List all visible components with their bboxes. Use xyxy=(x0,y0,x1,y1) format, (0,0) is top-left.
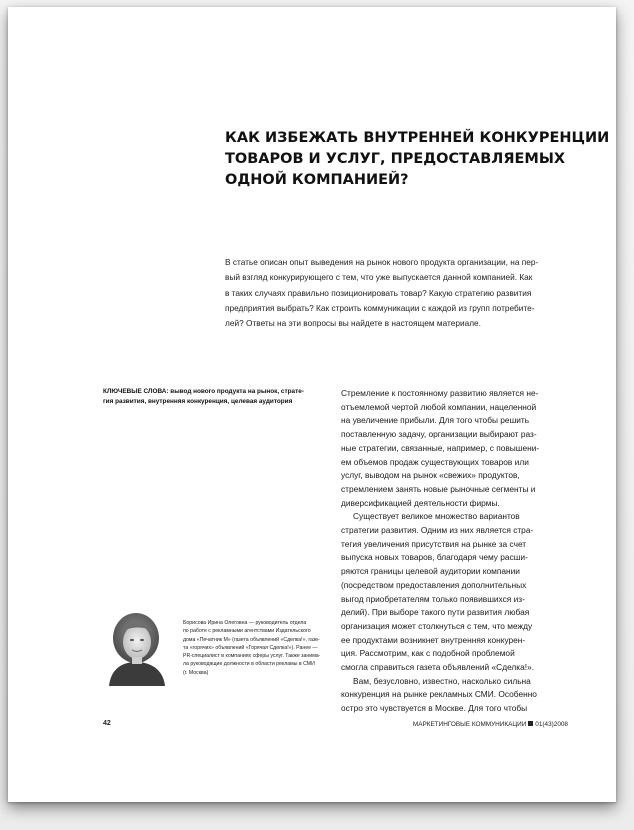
body-line: (посредством предоставления дополнительных xyxy=(341,579,527,590)
body-line: Существует великое множество вариантов xyxy=(353,511,520,522)
author-bio xyxy=(183,619,333,677)
keywords-block xyxy=(103,387,333,406)
abstract-line: вый взгляд конкурирующего с тем, что уже выпускается данной компанией. Как xyxy=(225,272,533,283)
body-line: ем объемов продаж существующих товаров или xyxy=(341,456,529,467)
bio-line: (г. Москва) xyxy=(183,669,209,676)
body-line: услуг, выводом на рынок «свежих» продуктов, xyxy=(341,470,520,481)
title-line: ОДНОЙ КОМПАНИЕЙ? xyxy=(225,172,409,188)
bio-line: та «горячих» объявлений «Горячая Сделка!»). Ранее — xyxy=(183,644,318,651)
body-line: выпуска новых товаров, благодаря чему расши- xyxy=(341,552,528,563)
body-line: стратегии развития. Одним из них является стра- xyxy=(341,525,534,536)
keywords-line: гия развития, внутренняя конкуренция, целевая аудитория xyxy=(103,397,293,405)
abstract-line: предприятия выбрать? Как строить коммуникации с каждой из групп потребите- xyxy=(225,302,535,313)
abstract-line: лей? Ответы на эти вопросы вы найдете в настоящем материале. xyxy=(225,318,481,329)
body-line: стремлением занять новые рыночные сегменты и xyxy=(341,483,536,494)
keywords-line: КЛЮЧЕВЫЕ СЛОВА: вывод нового продукта на рынок, страте- xyxy=(103,388,304,395)
journal-footer xyxy=(413,721,568,728)
title-line: КАК ИЗБЕЖАТЬ ВНУТРЕННЕЙ КОНКУРЕНЦИИ xyxy=(225,130,610,146)
journal-name: МАРКЕТИНГОВЫЕ КОММУНИКАЦИИ xyxy=(412,721,527,728)
body-line: смогла справиться газета объявлений «Сделка!». xyxy=(341,662,535,673)
journal-issue: 01(43)2008 xyxy=(535,721,568,728)
bio-line: ла руководящие должности в области рекламы в СМИ xyxy=(183,661,315,668)
body-line: тегия увеличения присутствия на рынке за счет xyxy=(341,538,527,549)
body-line: ция. Рассмотрим, как с подобной проблемой xyxy=(341,648,515,659)
bio-line: по работе с рекламными агентствами Издательского xyxy=(183,628,311,635)
page-number: 42 xyxy=(103,720,111,727)
bio-line: PR-специалист в компаниях сферы услуг. Также занима- xyxy=(183,653,321,660)
square-bullet-icon xyxy=(528,721,533,726)
body-line: поставленную задачу, организации выбирают раз- xyxy=(341,429,537,440)
article-title xyxy=(225,128,610,191)
article-abstract xyxy=(225,255,585,331)
abstract-line: в таких случаях правильно позиционировать товар? Какую стратегию развития xyxy=(225,287,532,298)
body-line: остро это чувствуется в Москве. Для того чтобы xyxy=(341,703,528,714)
body-line: конкуренция на рынке рекламных СМИ. Особенно xyxy=(341,689,537,700)
body-line: ряются границы целевой аудитории компании xyxy=(341,566,520,577)
body-line: на увеличение прибыли. Для того чтобы решить xyxy=(341,415,530,426)
article-body-column xyxy=(341,387,567,716)
body-line: организация может столкнуться с тем, что между xyxy=(341,620,533,631)
journal-page xyxy=(8,7,616,802)
body-line: отъемлемой чертой любой компании, нацеленной xyxy=(341,401,537,412)
body-line: Стремление к постоянному развитию является не- xyxy=(341,388,539,398)
author-photo xyxy=(103,608,170,686)
body-line: ее продуктами возникнет внутренняя конкурен- xyxy=(341,634,526,645)
body-line: ные стратегии, связанные, например, с повышени- xyxy=(341,442,540,453)
body-line: Вам, безусловно, известно, насколько сильна xyxy=(353,675,531,686)
title-line: ТОВАРОВ И УСЛУГ, ПРЕДОСТАВЛЯЕМЫХ xyxy=(225,151,566,167)
bio-line: дома «Печатник М» (газета объявлений «Сделка!», газе- xyxy=(183,636,320,643)
bio-line: Борисова Ирина Олеговна — руководитель отдела xyxy=(183,620,307,626)
body-line: делий). При выборе такого пути развития любая xyxy=(341,607,530,618)
body-line: выгод приобретателям только появившихся из- xyxy=(341,593,525,604)
body-line: диверсификацией деятельности фирмы. xyxy=(341,497,500,508)
abstract-line: В статье описан опыт выведения на рынок нового продукта организации, на пер- xyxy=(225,257,539,267)
